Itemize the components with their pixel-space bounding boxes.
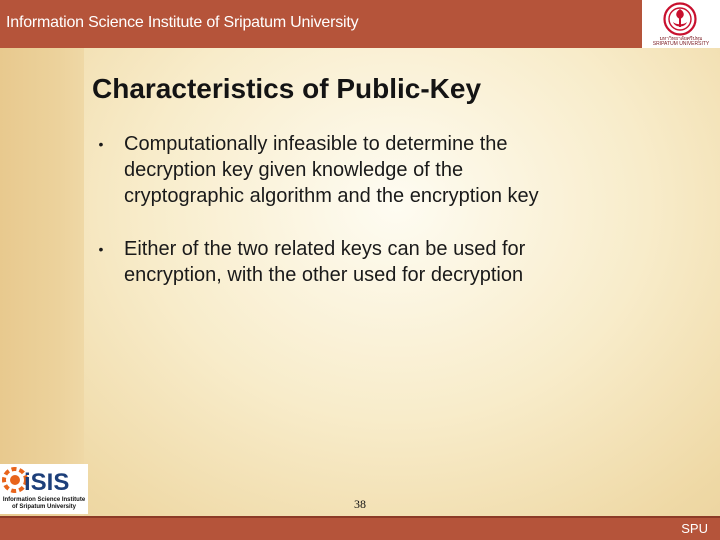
logo-caption-thai: มหาวิทยาลัยศรีปทุม <box>659 36 703 42</box>
institute-title: Information Science Institute of Sripatum University <box>6 14 359 31</box>
bullet-line: cryptographic algorithm and the encryption key <box>124 185 539 207</box>
isis-logo-icon <box>2 466 86 494</box>
bullet-list <box>94 131 614 315</box>
bullet-item <box>94 131 614 209</box>
footer-bar <box>0 516 720 540</box>
left-decorative-strip <box>0 48 84 528</box>
bullet-marker: • <box>98 241 104 257</box>
footer-label: SPU <box>681 521 708 536</box>
isis-caption-line1: Information Science Institute <box>2 497 86 503</box>
university-logo <box>642 0 720 48</box>
isis-logo-text: iSIS <box>24 469 70 494</box>
isis-caption-line2: of Sripatum University <box>11 504 76 510</box>
logo-caption-english: SRIPATUM UNIVERSITY <box>652 41 710 47</box>
bullet-line: encryption, with the other used for decryption <box>124 264 524 286</box>
bullet-item <box>94 236 614 288</box>
bullet-line: Computationally infeasible to determine the <box>124 133 508 155</box>
isis-logo <box>0 464 88 514</box>
slide-title: Characteristics of Public-Key <box>92 73 482 104</box>
slide-number: 38 <box>354 497 366 511</box>
bullet-line: decryption key given knowledge of the <box>124 159 464 181</box>
header-bar <box>0 0 720 48</box>
bullet-marker: • <box>98 136 104 152</box>
sripatum-seal-icon <box>662 2 698 36</box>
footer-divider <box>0 516 720 518</box>
bullet-line: Either of the two related keys can be used for <box>124 238 526 260</box>
